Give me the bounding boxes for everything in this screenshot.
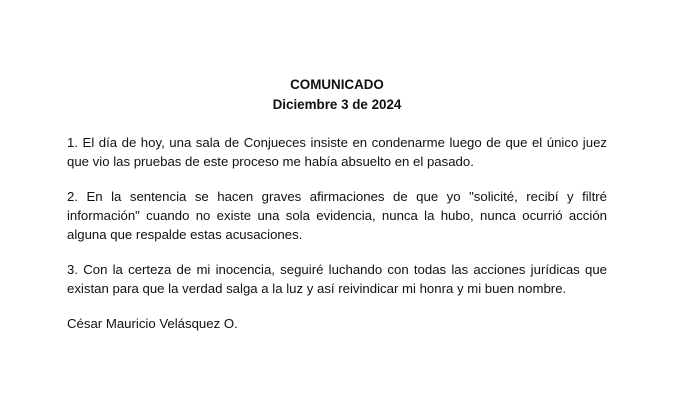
signature: César Mauricio Velásquez O. — [67, 316, 238, 331]
document-title: COMUNICADO — [290, 77, 384, 92]
paragraph-2: 2. En la sentencia se hacen graves afirmaciones de que yo "solicité, recibí y filtré información" cuando no existe una sola evidencia, nunca la hubo, nunca ocurrió acción alguna que respalde estas acusaciones. — [67, 189, 607, 242]
document-header — [67, 75, 607, 115]
document-date: Diciembre 3 de 2024 — [272, 97, 402, 112]
paragraph-3: 3. Con la certeza de mi inocencia, seguiré luchando con todas las acciones jurídicas que existan para que la verdad salga a la luz y así reivindicar mi honra y mi buen nombre. — [67, 262, 607, 296]
paragraph-1: 1. El día de hoy, una sala de Conjueces insiste en condenarme luego de que el único juez que vio las pruebas de este proceso me había absuelto en el pasado. — [67, 135, 607, 169]
document-body — [67, 75, 607, 333]
